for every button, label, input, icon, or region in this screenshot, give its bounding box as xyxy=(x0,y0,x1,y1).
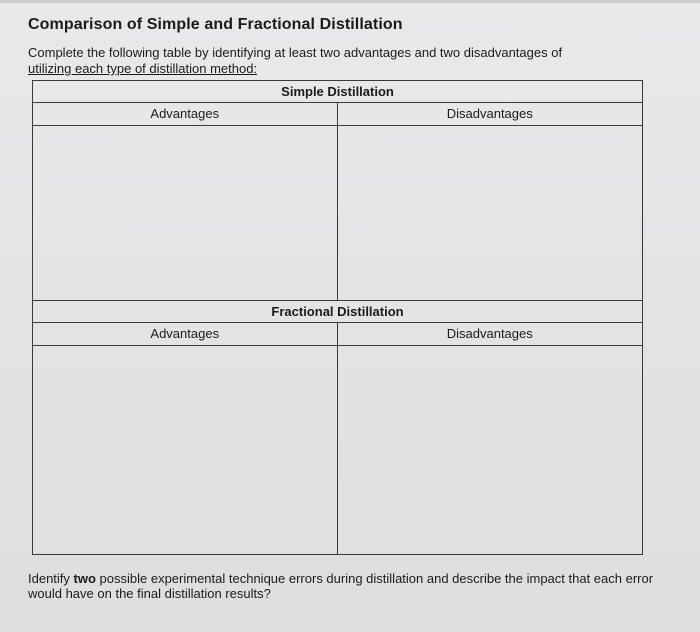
question-emphasis: two xyxy=(73,571,96,586)
simple-advantages-header: Advantages xyxy=(33,103,338,125)
question-part-1: Identify xyxy=(28,571,74,586)
page-top-edge xyxy=(0,0,700,3)
instructions xyxy=(28,45,668,77)
fractional-disadvantages-cell[interactable] xyxy=(338,346,643,555)
instructions-line-2: utilizing each type of distillation method: xyxy=(28,61,258,76)
error-analysis-question xyxy=(28,571,678,601)
fractional-disadvantages-header: Disadvantages xyxy=(446,326,533,341)
simple-disadvantages-header: Disadvantages xyxy=(446,106,533,121)
simple-answer-cells xyxy=(33,126,642,301)
fractional-advantages-header: Advantages xyxy=(33,323,338,345)
simple-disadvantages-cell[interactable] xyxy=(338,126,643,301)
instructions-line-1: Complete the following table by identifying at least two advantages and two disadvantages of xyxy=(28,45,563,60)
fractional-distillation-heading: Fractional Distillation xyxy=(33,301,642,323)
fractional-column-headers xyxy=(33,323,642,346)
simple-advantages-cell[interactable] xyxy=(33,126,338,301)
simple-distillation-heading: Simple Distillation xyxy=(33,81,642,103)
simple-column-headers xyxy=(33,103,642,126)
fractional-answer-cells xyxy=(33,346,642,555)
fractional-distillation-table xyxy=(32,300,643,555)
simple-distillation-table xyxy=(32,80,643,301)
fractional-advantages-cell[interactable] xyxy=(33,346,338,555)
page-title: Comparison of Simple and Fractional Distillation xyxy=(28,16,403,33)
question-part-2: possible experimental technique errors during distillation and describe the impact that each error would have on the final distillation results? xyxy=(28,571,654,601)
